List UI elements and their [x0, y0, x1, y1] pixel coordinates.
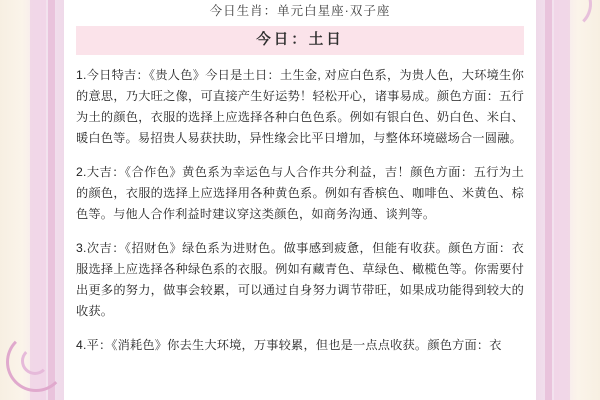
swirl-ornament-icon [6, 332, 66, 392]
left-decorative-border [0, 0, 64, 400]
document-content [64, 0, 536, 400]
right-border-band [554, 0, 570, 400]
right-decorative-border [536, 0, 600, 400]
right-border-stripe [545, 0, 552, 400]
paragraph-2: 2.大吉：《合作色》黄色系为幸运色与人合作共分利益，吉！颜色方面：五行为土的颜色，衣服的选择上应选择用各种黄色系。例如有香槟色、咖啡色、米黄色、棕色等。与他人合作利益时建议穿这类颜色，如商务沟通、谈判等。 [76, 165, 524, 221]
title-banner: 今日：土日 [76, 26, 524, 55]
paragraph-3: 3.次吉：《招财色》绿色系为进财色。做事感到疲惫，但能有收获。颜色方面：衣服选择上应选择各种绿色系的衣服。例如有藏青色、草绿色、橄榄色等。你需要付出更多的努力，做事会较累，可以通过自身努力调节带旺，如果成功能得到较大的收获。 [76, 241, 524, 318]
paragraph-4: 4.平：《消耗色》你去生大环境，万事较累，但也是一点点收获。颜色方面：衣 [76, 338, 502, 352]
top-heading: 今日生肖：单元白星座·双子座 [209, 4, 391, 18]
paragraph-1: 1.今日特吉：《贵人色》今日是土日：土生金, 对应白色系，为贵人色，大环境生你的意思，乃大旺之像，可直接产生好运势！轻松开心，诸事易成。颜色方面：五行为土的颜色，衣服的选择上应选择各种白色色系。例如有银白色、奶白色、米白、暖白色等。易招贵人易获扶助，异性缘会比平日增加，与整体环境磁场合一圆融。 [76, 68, 524, 145]
